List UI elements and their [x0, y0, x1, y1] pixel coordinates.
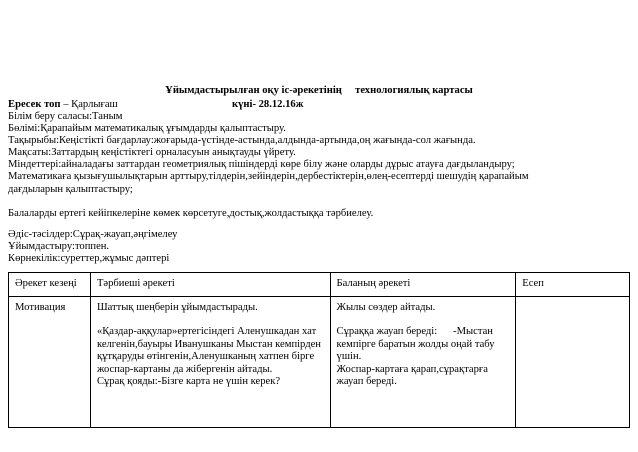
header-child: Баланың әрекеті: [330, 273, 516, 297]
header-note: Есеп: [516, 273, 630, 297]
goal: Мақсаты:Заттардың кеңістіктегі орналасуын анықтауды үйрету.: [8, 147, 296, 158]
upbringing: Балаларды ертегі кейіпкелеріне көмек көрсетуге,достық,жолдастыққа тәрбиелеу.: [8, 208, 374, 219]
child-text-3: Жоспар-картаға қарап,сұрақтарға жауап береді.: [336, 363, 488, 387]
activity-table: [8, 272, 630, 428]
visual-aids: Көрнекілік:суреттер,жұмыс дәптері: [8, 253, 170, 264]
child-text-1: Жылы сөздер айтады.: [336, 301, 436, 313]
document-title: Ұйымдастырылған оқу іс-әрекетінің технологиялық картасы: [165, 85, 473, 96]
teacher-text-3: Сұрақ қояды:-Бізге карта не үшін керек?: [96, 376, 281, 387]
header-teacher: Тәрбиеші әрекеті: [90, 273, 330, 297]
child-text-2: Сұраққа жауап береді: -Мыстан кемпірге баратын жолды оңай табу үшін.: [336, 326, 498, 362]
date-text: күні- 28.12.16ж: [232, 99, 304, 110]
edu-area: Білім беру саласы:Таным: [8, 111, 123, 122]
child-cell: [330, 296, 516, 427]
organization: Ұйымдастыру:топпен.: [8, 241, 110, 252]
table-row: [9, 296, 630, 427]
tasks-line-1: Міндеттері:айналадағы заттардан геометриялық пішіндерді көре білу және оларды дұрыс атауға дағдыландыру;: [8, 159, 515, 170]
group-value: – Қарлығаш: [60, 99, 118, 110]
tasks-line-2: Математикаға қызығушылықтарын арттыру,тілдерін,зейіндерін,дербестіктерін,өлең-есептерді шешудің қарапайым: [8, 171, 529, 182]
teacher-cell: [90, 296, 330, 427]
methods: Әдіс-тәсілдер:Сұрақ-жауап,әңгімелеу: [8, 229, 178, 240]
group-label: Ересек топ: [8, 99, 61, 110]
teacher-text-2: «Қаздар-аққулар»ертегісіндегі Аленушкадан хат келгенін,бауыры Иванушканы Мыстан кемпірден құтқаруды өтінгенін,Аленушканың хатпен бірге жоспар-картаны да жібергенін айтады.: [96, 326, 321, 375]
teacher-text-1: Шаттық шеңберін ұйымдастырады.: [96, 301, 258, 313]
tasks-line-3: дағдыларын қалыптастыру;: [8, 184, 133, 195]
section: Бөлімі:Қарапайым математикалық ұғымдарды қалыптастыру.: [8, 123, 286, 134]
header-stage: Әрекет кезеңі: [9, 273, 91, 297]
table-header-row: [9, 273, 630, 297]
stage-cell: Мотивация: [9, 296, 91, 427]
group-line: [8, 99, 304, 111]
note-cell: [516, 296, 630, 427]
topic: Тақырыбы:Кеңістікті бағдарлау:жоғарыда-үстінде-астында,алдында-артында,оң жағында-сол жағында.: [8, 135, 476, 146]
